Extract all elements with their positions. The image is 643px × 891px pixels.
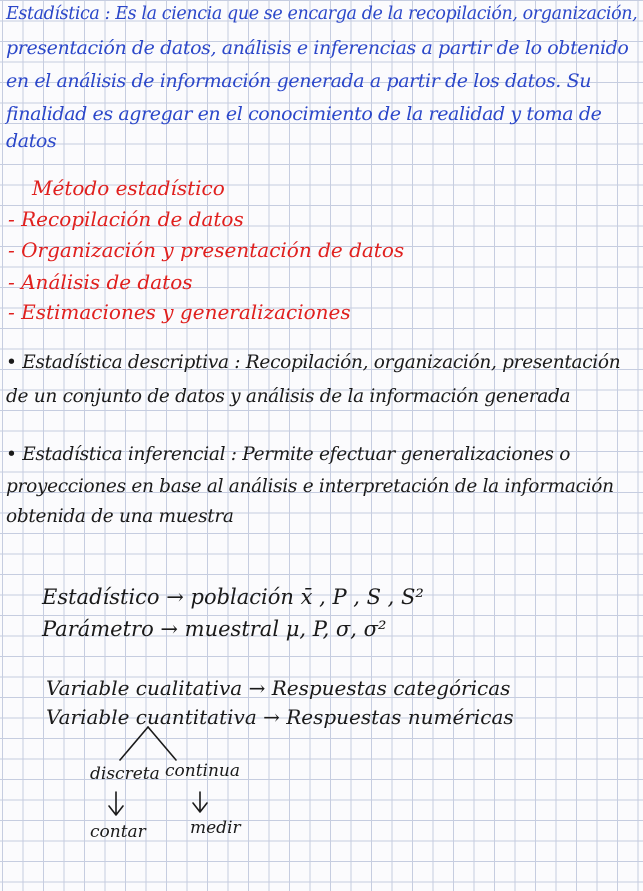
- estadistico-notation: Estadístico → población x̄ , P , S , S²: [42, 585, 424, 609]
- continuous-label: continua: [165, 761, 241, 781]
- descriptive-line-2: de un conjunto de datos y análisis de la información generada: [6, 386, 571, 407]
- definition-line-5: datos: [6, 130, 57, 152]
- method-item-2: - Organización y presentación de datos: [8, 238, 405, 262]
- discrete-action-label: contar: [90, 822, 146, 842]
- quantitative-variable: Variable cuantitativa → Respuestas numéricas: [46, 705, 514, 729]
- method-item-1: - Recopilación de datos: [8, 207, 244, 231]
- discrete-down-arrow: [109, 792, 123, 815]
- descriptive-line-1: • Estadística descriptiva : Recopilación, organización, presentación: [6, 352, 621, 373]
- inferential-line-1: • Estadística inferencial : Permite efectuar generalizaciones o: [6, 444, 571, 465]
- continuous-down-arrow: [193, 792, 207, 812]
- method-item-4: - Estimaciones y generalizaciones: [8, 300, 351, 324]
- inferential-line-2: proyecciones en base al análisis e interpretación de la información: [6, 476, 614, 497]
- qualitative-variable: Variable cualitativa → Respuestas categóricas: [46, 676, 511, 700]
- method-item-3: - Análisis de datos: [8, 270, 193, 294]
- branch-right-line: [148, 727, 176, 760]
- definition-line-3: en el análisis de información generada a partir de los datos. Su: [6, 70, 592, 92]
- discrete-label: discreta: [90, 764, 160, 784]
- definition-line-1: Estadística : Es la ciencia que se encarga de la recopilación, organización,: [6, 4, 638, 24]
- inferential-line-3: obtenida de una muestra: [6, 506, 234, 527]
- branch-left-line: [120, 727, 148, 760]
- continuous-action-label: medir: [190, 818, 241, 838]
- parametro-notation: Parámetro → muestral μ, P, σ, σ²: [42, 617, 387, 641]
- method-title: Método estadístico: [32, 176, 225, 200]
- definition-line-4: finalidad es agregar en el conocimiento de la realidad y toma de: [6, 103, 602, 125]
- definition-line-2: presentación de datos, análisis e inferencias a partir de lo obtenido: [6, 37, 629, 59]
